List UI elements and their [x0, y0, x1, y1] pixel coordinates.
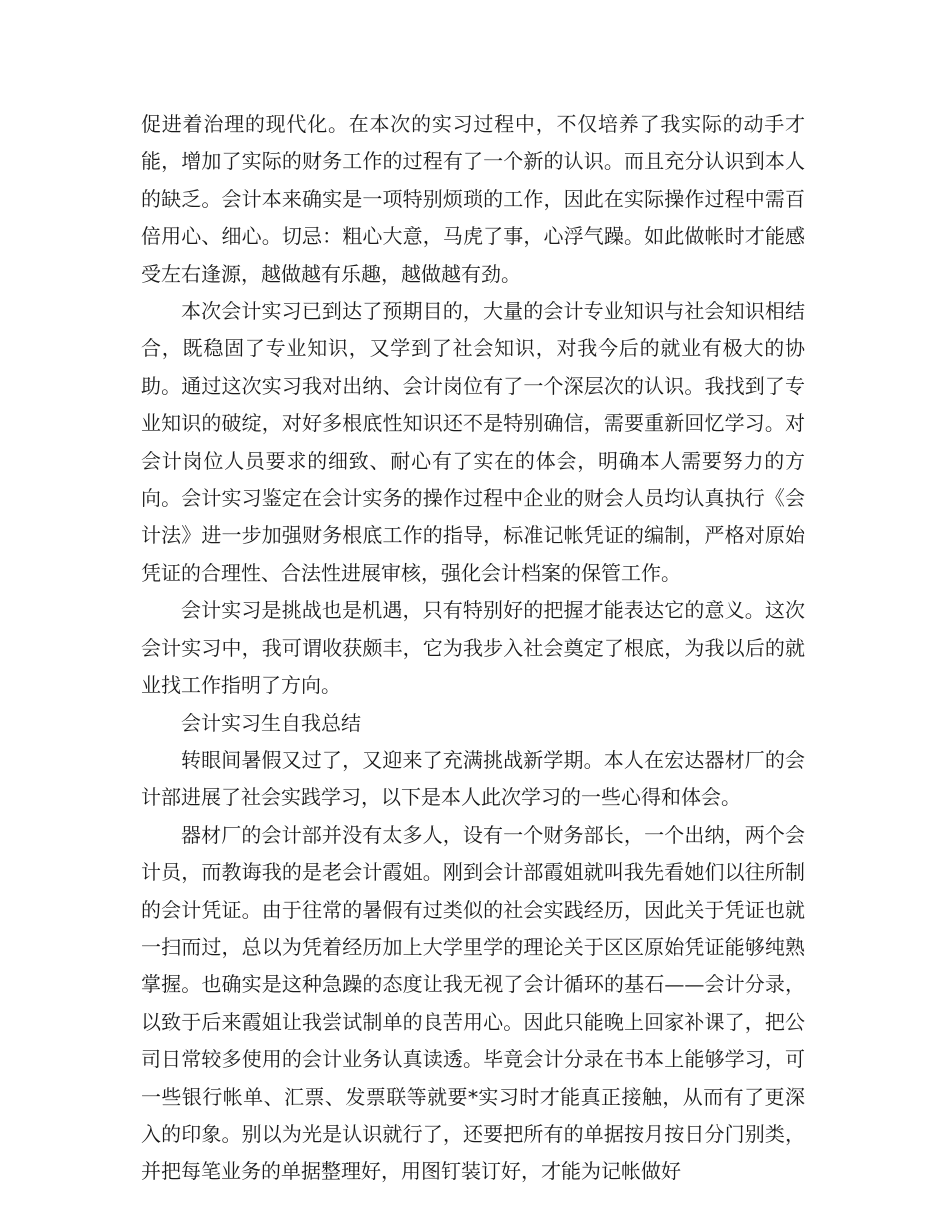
- body-paragraph-continued: 促进着治理的现代化。在本次的实习过程中，不仅培养了我实际的动手才能，增加了实际的财务工作的过程有了一个新的认识。而且充分认识到本人的缺乏。会计本来确实是一项特别烦琐的工作，因此在实际操作过程中需百倍用心、细心。切忌：粗心大意，马虎了事，心浮气躁。如此做帐时才能感受左右逢源，越做越有乐趣，越做越有劲。: [141, 112, 805, 286]
- body-paragraph: 转眼间暑假又过了，又迎来了充满挑战新学期。本人在宏达器材厂的会计部进展了社会实践学习，以下是本人此次学习的一些心得和体会。: [141, 747, 805, 810]
- document-body: [141, 106, 805, 1191]
- body-paragraph: 器材厂的会计部并没有太多人，设有一个财务部长，一个出纳，两个会计员，而教诲我的是老会计霞姐。刚到会计部霞姐就叫我先看她们以往所制的会计凭证。由于往常的暑假有过类似的社会实践经历，因此关于凭证也就一扫而过，总以为凭着经历加上大学里学的理论关于区区原始凭证能够纯熟掌握。也确实是这种急躁的态度让我无视了会计循环的基石——会计分录，以致于后来霞姐让我尝试制单的良苦用心。因此只能晚上回家补课了，把公司日常较多使用的会计业务认真读透。毕竟会计分录在书本上能够学习，可一些银行帐单、汇票、发票联等就要*实习时才能真正接触，从而有了更深入的印象。别以为光是认识就行了，还要把所有的单据按月按日分门别类，并把每笔业务的单据整理好，用图钉装订好，才能为记帐做好: [141, 822, 805, 1184]
- body-paragraph: 会计实习是挑战也是机遇，只有特别好的把握才能表达它的意义。这次会计实习中，我可谓收获颇丰，它为我步入社会奠定了根底，为我以后的就业找工作指明了方向。: [141, 598, 805, 698]
- section-heading: 会计实习生自我总结: [181, 710, 361, 735]
- body-paragraph: 本次会计实习已到达了预期目的，大量的会计专业知识与社会知识相结合，既稳固了专业知识，又学到了社会知识，对我今后的就业有极大的协助。通过这次实习我对出纳、会计岗位有了一个深层次的认识。我找到了专业知识的破绽，对好多根底性知识还不是特别确信，需要重新回忆学习。对会计岗位人员要求的细致、耐心有了实在的体会，明确本人需要努力的方向。会计实习鉴定在会计实务的操作过程中企业的财会人员均认真执行《会计法》进一步加强财务根底工作的指导，标准记帐凭证的编制，严格对原始凭证的合理性、合法性进展审核，强化会计档案的保管工作。: [141, 299, 805, 585]
